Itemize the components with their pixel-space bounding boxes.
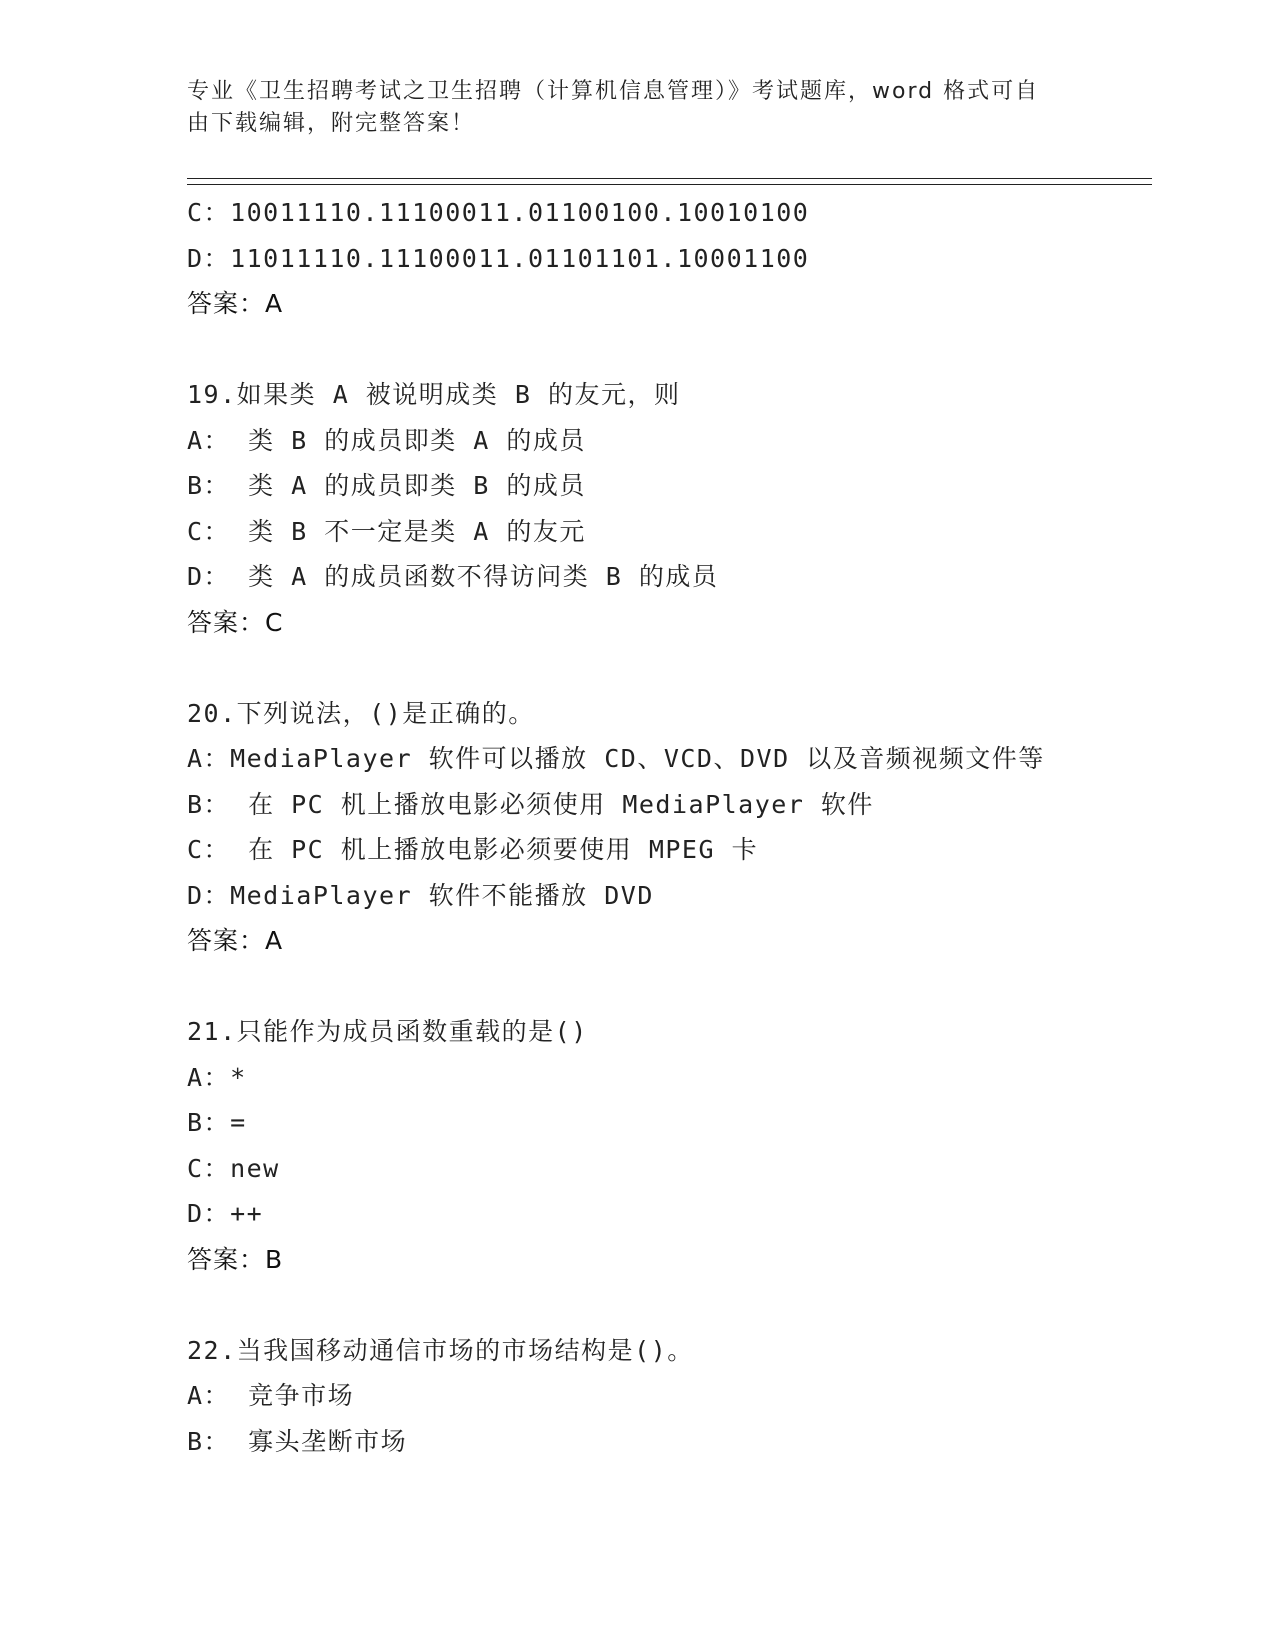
header-line-2: 由下载编辑，附完整答案！ (187, 111, 476, 136)
option-b (187, 463, 1152, 509)
option-text: = (230, 1108, 247, 1137)
option-key: C： (187, 835, 231, 864)
option-d (187, 873, 1152, 919)
question-stem: 22.当我国移动通信市场的市场结构是()。 (187, 1335, 694, 1365)
option-d (187, 554, 1152, 600)
option-key: B： (187, 1426, 231, 1456)
option-a (187, 1055, 1152, 1101)
spacer (187, 964, 1152, 1010)
option-text: * (230, 1062, 247, 1092)
option-key: C： (187, 198, 231, 227)
option-text: 11011110.11100011.01101101.10001100 (230, 243, 810, 273)
option-key: A： (187, 1062, 231, 1092)
option-d (187, 1191, 1152, 1237)
spacer (187, 327, 1152, 373)
option-text: 10011110.11100011.01100100.10010100 (230, 198, 810, 227)
option-key: A： (187, 744, 231, 773)
option-c (187, 1146, 1152, 1192)
option-c (187, 509, 1152, 555)
option-text: ++ (230, 1199, 264, 1228)
option-a (187, 1373, 1152, 1419)
option-key: A： (187, 425, 231, 455)
answer-line: 答案：B (187, 1244, 284, 1274)
option-text: 类 A 的成员函数不得访问类 B 的成员 (248, 562, 719, 591)
answer-line: 答案：A (187, 289, 284, 318)
option-b (187, 782, 1152, 828)
document-header (187, 76, 1077, 140)
header-divider-bottom (187, 184, 1152, 185)
option-key: D： (187, 243, 231, 273)
question-list (187, 190, 1152, 1464)
header-divider-top (187, 178, 1152, 179)
option-key: A： (187, 1381, 231, 1410)
option-b (187, 1419, 1152, 1465)
option-text: new (230, 1153, 280, 1183)
spacer (187, 645, 1152, 691)
option-text: 类 B 不一定是类 A 的友元 (248, 516, 586, 546)
option-key: B： (187, 789, 231, 819)
header-line-1: 专业《卫生招聘考试之卫生招聘（计算机信息管理）》考试题库，word 格式可自 (187, 79, 1040, 104)
spacer (187, 1282, 1152, 1328)
option-key: B： (187, 471, 231, 500)
option-a (187, 736, 1152, 782)
option-text: 在 PC 机上播放电影必须使用 MediaPlayer 软件 (248, 789, 874, 819)
option-text: MediaPlayer 软件可以播放 CD、VCD、DVD 以及音频视频文件等 (230, 744, 1045, 773)
option-text: 在 PC 机上播放电影必须要使用 MPEG 卡 (248, 835, 759, 864)
option-text: 类 B 的成员即类 A 的成员 (248, 425, 586, 455)
option-key: C： (187, 1153, 231, 1183)
option-a (187, 418, 1152, 464)
option-text: MediaPlayer 软件不能播放 DVD (230, 880, 654, 910)
answer-line: 答案：A (187, 926, 284, 955)
option-d (187, 236, 1152, 282)
option-b (187, 1100, 1152, 1146)
option-key: D： (187, 562, 231, 591)
option-key: C： (187, 516, 231, 546)
option-c (187, 827, 1152, 873)
option-key: D： (187, 880, 231, 910)
question-stem: 21.只能作为成员函数重载的是() (187, 1017, 588, 1046)
option-text: 类 A 的成员即类 B 的成员 (248, 471, 586, 500)
option-key: D： (187, 1199, 231, 1228)
answer-line: 答案：C (187, 607, 284, 637)
option-text: 寡头垄断市场 (248, 1426, 408, 1456)
question-stem: 20.下列说法，()是正确的。 (187, 698, 535, 728)
question-stem: 19.如果类 A 被说明成类 B 的友元，则 (187, 380, 681, 409)
option-key: B： (187, 1108, 231, 1137)
option-text: 竞争市场 (248, 1381, 355, 1410)
option-c (187, 190, 1152, 236)
